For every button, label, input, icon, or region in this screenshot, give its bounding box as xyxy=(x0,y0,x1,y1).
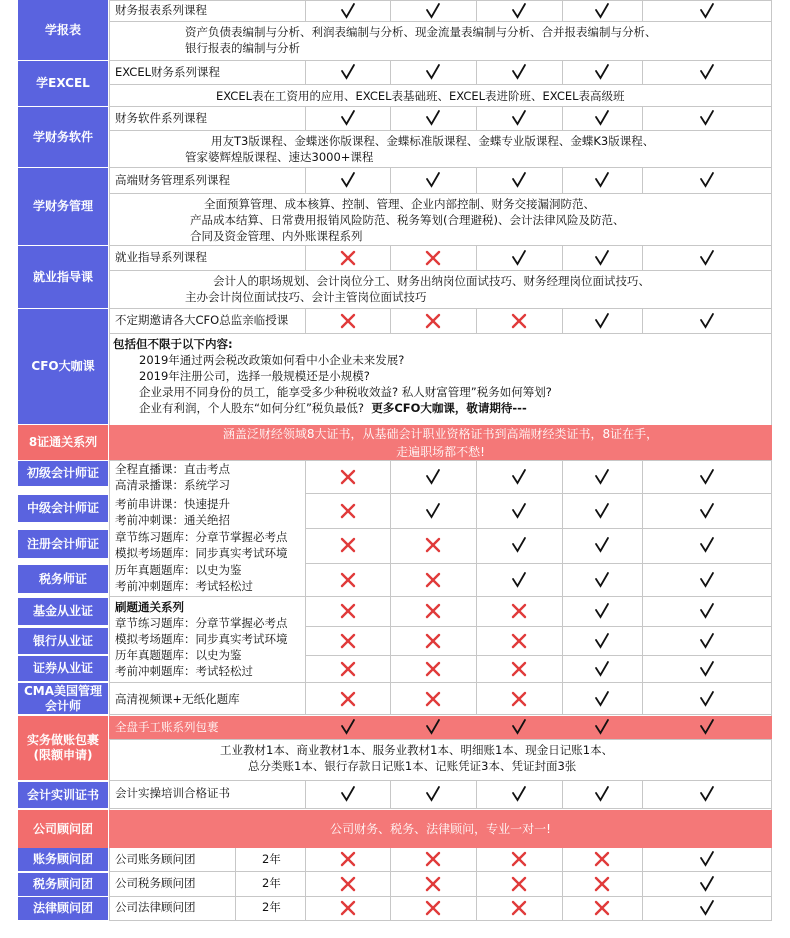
cross-icon xyxy=(424,602,442,620)
check-icon xyxy=(593,690,611,708)
check-icon xyxy=(698,571,716,589)
check-icon xyxy=(698,850,716,868)
check-icon xyxy=(698,536,716,554)
section-label-management: 学财务管理 xyxy=(18,168,108,245)
check-icon xyxy=(339,171,357,189)
cert-label-6: 证券从业证 xyxy=(18,656,108,681)
desc-management-line-1: 全面预算管理、成本核算、控制、管理、企业内部控制、财务交接漏洞防范、 xyxy=(204,197,595,211)
cert-text-10: 模拟考场题库：同步真实考试环境 xyxy=(115,632,288,646)
check-icon xyxy=(593,660,611,678)
cross-icon xyxy=(424,571,442,589)
cross-icon xyxy=(339,660,357,678)
cross-icon xyxy=(424,899,442,917)
cross-icon xyxy=(339,312,357,330)
cert-label-2: 注册会计师证 xyxy=(18,530,108,558)
check-icon xyxy=(510,468,528,486)
row-name-cfo: 不定期邀请各大CFO总监亲临授课 xyxy=(115,313,289,327)
check-icon xyxy=(510,785,528,803)
check-icon xyxy=(339,109,357,127)
check-icon xyxy=(339,2,357,20)
cross-icon xyxy=(593,875,611,893)
advisory-banner: 公司财务、税务、法律顾问，专业一对一! xyxy=(109,810,772,848)
cross-icon xyxy=(339,571,357,589)
cross-icon xyxy=(510,632,528,650)
row-name-advisory-0: 公司账务顾问团 xyxy=(115,852,196,866)
check-icon xyxy=(510,2,528,20)
cross-icon xyxy=(339,690,357,708)
check-icon xyxy=(424,2,442,20)
row-name-software: 财务软件系列课程 xyxy=(115,111,207,125)
row-name-career: 就业指导系列课程 xyxy=(115,250,207,264)
section-label-reports: 学报表 xyxy=(18,0,108,60)
cross-icon xyxy=(424,312,442,330)
check-icon xyxy=(698,660,716,678)
desc-reports xyxy=(185,24,765,56)
check-icon xyxy=(510,171,528,189)
desc-career-line-1: 会计人的职场规划、会计岗位分工、财务出纳岗位面试技巧、财务经理岗位面试技巧、 xyxy=(213,274,650,288)
advisory-label-2: 法律顾问团 xyxy=(18,897,108,920)
desc-reports-line-1: 资产负债表编制与分析、利润表编制与分析、现金流量表编制与分析、合并报表编制与分析、 xyxy=(185,25,657,39)
check-icon xyxy=(424,468,442,486)
check-icon xyxy=(510,109,528,127)
desc-software-line-1: 用友T3版课程、金蝶迷你版课程、金蝶标准版课程、金蝶专业版课程、金蝶K3版课程、 xyxy=(211,134,655,148)
check-icon xyxy=(698,785,716,803)
cert-text-3: 考前冲刺课：通关绝招 xyxy=(115,513,230,527)
section-label-software: 学财务软件 xyxy=(18,107,108,167)
check-icon xyxy=(593,109,611,127)
cross-icon xyxy=(339,249,357,267)
cert-banner-line-2: 走遍职场都不愁! xyxy=(396,444,485,459)
cfo-line-3: 企业录用不同身份的员工，能享受多少种税收效益? 私人财富管理”税务如何筹划? xyxy=(139,385,552,399)
cert-text-8: 刷题通关系列 xyxy=(115,600,184,614)
cross-icon xyxy=(593,899,611,917)
cert-text-4: 章节练习题库：分章节掌握必考点 xyxy=(115,530,288,544)
cross-icon xyxy=(510,690,528,708)
cross-icon xyxy=(339,468,357,486)
cross-icon xyxy=(510,660,528,678)
cert-text-2: 考前串讲课：快速提升 xyxy=(115,497,230,511)
cross-icon xyxy=(339,875,357,893)
check-icon xyxy=(593,536,611,554)
cert-banner-line-1: 涵盖泛财经领域8大证书，从基础会计职业资格证书到高端财经类证书，8证在手， xyxy=(222,426,659,441)
check-icon xyxy=(698,690,716,708)
cert-label-0: 初级会计师证 xyxy=(18,461,108,486)
check-icon xyxy=(698,171,716,189)
check-icon xyxy=(593,2,611,20)
check-icon xyxy=(510,718,528,736)
cross-icon xyxy=(424,249,442,267)
cert-text-7: 考前冲刺题库：考试轻松过 xyxy=(115,579,253,593)
cross-icon xyxy=(510,899,528,917)
cert-text-0: 全程直播课：直击考点 xyxy=(115,462,230,476)
check-icon xyxy=(339,718,357,736)
check-icon xyxy=(698,312,716,330)
cfo-line-4: 企业有利润，个人股东“如何分红”税负最低? xyxy=(139,401,365,415)
check-icon xyxy=(510,536,528,554)
check-icon xyxy=(698,899,716,917)
cross-icon xyxy=(510,602,528,620)
cross-icon xyxy=(339,899,357,917)
check-icon xyxy=(698,875,716,893)
desc-career-line-2: 主办会计岗位面试技巧、会计主管岗位面试技巧 xyxy=(185,290,427,304)
check-icon xyxy=(593,63,611,81)
check-icon xyxy=(593,602,611,620)
cfo-line-1: 2019年通过两会税改政策如何看中小企业未来发展? xyxy=(139,353,405,367)
check-icon xyxy=(424,718,442,736)
cert-label-7: CMA美国管理会计师 xyxy=(18,683,108,714)
check-icon xyxy=(510,63,528,81)
section-label-excel: 学EXCEL xyxy=(18,61,108,106)
cert-text-11: 历年真题题库：以史为鉴 xyxy=(115,648,242,662)
desc-practice-line-1: 工业教材1本、商业教材1本、服务业教材1本、明细账1本、现金日记账1本、 xyxy=(220,743,614,757)
cert-label-3: 税务师证 xyxy=(18,565,108,593)
check-icon xyxy=(339,785,357,803)
cross-icon xyxy=(424,690,442,708)
desc-practice-line-2: 总分类账1本、银行存款日记账1本、记账凭证3本、凭证封面3张 xyxy=(248,759,577,773)
check-icon xyxy=(510,502,528,520)
row-name-advisory-1: 公司税务顾问团 xyxy=(115,876,196,890)
check-icon xyxy=(424,171,442,189)
cross-icon xyxy=(510,875,528,893)
row-name-practice: 全盘手工账系列包裹 xyxy=(115,720,219,734)
section-label-practice: 实务做账包裹 (限额申请) xyxy=(18,716,108,780)
check-icon xyxy=(593,468,611,486)
advisory-label-0: 账务顾问团 xyxy=(18,848,108,871)
section-label-career: 就业指导课 xyxy=(18,246,108,308)
check-icon xyxy=(510,571,528,589)
check-icon xyxy=(593,785,611,803)
row-name-excel: EXCEL财务系列课程 xyxy=(115,65,221,79)
desc-management-line-3: 合同及资金管理、内外账课程系列 xyxy=(190,229,363,243)
check-icon xyxy=(593,249,611,267)
cross-icon xyxy=(339,602,357,620)
cross-icon xyxy=(424,850,442,868)
cert-label-4: 基金从业证 xyxy=(18,598,108,625)
cert-label-5: 银行从业证 xyxy=(18,628,108,654)
check-icon xyxy=(593,718,611,736)
desc-practice xyxy=(190,742,765,774)
check-icon xyxy=(698,502,716,520)
cert-text-13: 高清视频课+无纸化题库 xyxy=(115,692,240,706)
desc-cfo xyxy=(113,336,768,416)
advisory-years-1: 2年 xyxy=(262,876,281,890)
cert-text-9: 章节练习题库：分章节掌握必考点 xyxy=(115,616,288,630)
check-icon xyxy=(698,109,716,127)
check-icon xyxy=(424,109,442,127)
cert-text-12: 考前冲刺题库：考试轻松过 xyxy=(115,664,253,678)
check-icon xyxy=(698,249,716,267)
section-label-training: 会计实训证书 xyxy=(18,782,108,808)
check-icon xyxy=(593,571,611,589)
cross-icon xyxy=(424,536,442,554)
desc-career xyxy=(185,273,765,305)
row-name-training: 会计实操培训合格证书 xyxy=(115,786,230,800)
desc-reports-line-2: 银行报表的编制与分析 xyxy=(185,41,300,55)
cross-icon xyxy=(510,312,528,330)
cert-label-1: 中级会计师证 xyxy=(18,495,108,522)
desc-management xyxy=(190,196,765,244)
row-name-reports: 财务报表系列课程 xyxy=(115,3,207,17)
check-icon xyxy=(510,249,528,267)
check-icon xyxy=(593,171,611,189)
cert-text-6: 历年真题题库：以史为鉴 xyxy=(115,563,242,577)
cross-icon xyxy=(339,502,357,520)
advisory-years-2: 2年 xyxy=(262,900,281,914)
cert-text-1: 高清录播课：系统学习 xyxy=(115,478,230,492)
check-icon xyxy=(424,63,442,81)
cross-icon xyxy=(424,875,442,893)
check-icon xyxy=(424,502,442,520)
check-icon xyxy=(424,785,442,803)
cross-icon xyxy=(424,660,442,678)
cross-icon xyxy=(593,850,611,868)
check-icon xyxy=(698,63,716,81)
check-icon xyxy=(698,718,716,736)
advisory-label-1: 税务顾问团 xyxy=(18,873,108,896)
cross-icon xyxy=(424,632,442,650)
desc-excel xyxy=(216,88,766,104)
desc-excel-line-1: EXCEL表在工资用的应用、EXCEL表基础班、EXCEL表进阶班、EXCEL表高级班 xyxy=(216,89,625,103)
cross-icon xyxy=(510,850,528,868)
cross-icon xyxy=(339,536,357,554)
section-label-advisory: 公司顾问团 xyxy=(18,810,108,848)
row-name-advisory-2: 公司法律顾问团 xyxy=(115,900,196,914)
cert-banner xyxy=(109,425,772,460)
cert-text-5: 模拟考场题库：同步真实考试环境 xyxy=(115,546,288,560)
cross-icon xyxy=(339,632,357,650)
section-label-cert: 8证通关系列 xyxy=(18,425,108,460)
check-icon xyxy=(698,2,716,20)
desc-software xyxy=(185,133,765,165)
cfo-line-2: 2019年注册公司，选择一般规模还是小规模? xyxy=(139,369,370,383)
cross-icon xyxy=(339,850,357,868)
row-name-management: 高端财务管理系列课程 xyxy=(115,173,230,187)
check-icon xyxy=(593,312,611,330)
check-icon xyxy=(593,502,611,520)
check-icon xyxy=(698,632,716,650)
advisory-years-0: 2年 xyxy=(262,852,281,866)
check-icon xyxy=(593,632,611,650)
cfo-include-title: 包括但不限于以下内容: xyxy=(113,337,233,351)
cfo-more: 更多CFO大咖课，敬请期待--- xyxy=(371,401,527,415)
desc-software-line-2: 管家婆辉煌版课程、速达3000+课程 xyxy=(185,150,374,164)
desc-management-line-2: 产品成本结算、日常费用报销风险防范、税务筹划(合理避税)、会计法律风险及防范、 xyxy=(190,213,625,227)
check-icon xyxy=(339,63,357,81)
section-label-cfo: CFO大咖课 xyxy=(18,309,108,424)
check-icon xyxy=(698,468,716,486)
check-icon xyxy=(698,602,716,620)
